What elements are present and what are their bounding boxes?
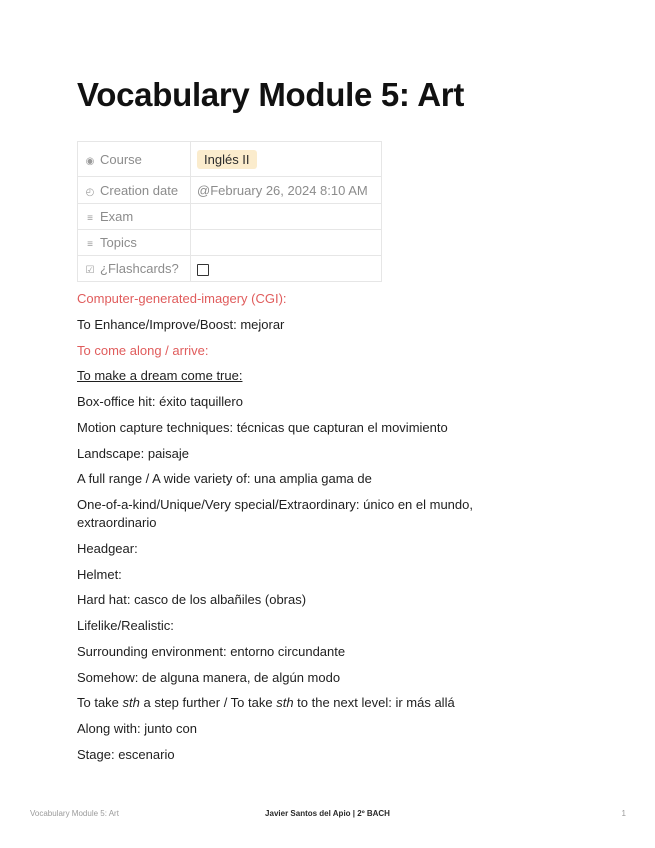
vocab-text: Hard hat: casco de los albañiles (obras) (77, 592, 307, 608)
vocab-line (77, 746, 547, 764)
property-key (78, 177, 191, 204)
property-label: Exam (100, 209, 134, 224)
clock-icon: ◴ (85, 186, 95, 198)
vocab-line (77, 419, 547, 437)
vocab-line (77, 566, 547, 584)
checkbox-icon: ☑ (85, 265, 95, 276)
vocab-text: Headgear: (77, 540, 138, 556)
property-label: Creation date (100, 182, 179, 198)
course-tag[interactable]: Inglés II (197, 150, 257, 169)
footer-page-number: 1 (621, 809, 626, 818)
property-row (78, 230, 382, 256)
vocab-line (77, 720, 547, 738)
vocabulary-list (77, 290, 547, 772)
footer-doc-title: Vocabulary Module 5: Art (30, 809, 119, 818)
page-title: Vocabulary Module 5: Art (77, 76, 465, 113)
vocab-text: a step further / To take (139, 695, 277, 711)
vocab-text: Somehow: de alguna manera, de algún modo (77, 669, 341, 685)
vocab-line (77, 367, 547, 385)
property-key (78, 230, 191, 256)
property-label: Course (100, 151, 142, 167)
vocab-text: Along with: junto con (77, 721, 197, 736)
vocab-text: To come along / arrive: (77, 342, 209, 358)
property-row (78, 142, 382, 177)
vocab-text: One-of-a-kind/Unique/Very special/Extraordinary: único en el mundo, extraordinario (77, 497, 473, 530)
vocab-text: Motion capture techniques: técnicas que capturan el movimiento (77, 419, 448, 435)
property-value[interactable] (191, 230, 382, 256)
vocab-line (77, 669, 547, 687)
target-icon: ◉ (85, 155, 95, 167)
vocab-text: Computer-generated-imagery (CGI): (77, 291, 287, 306)
flashcards-checkbox[interactable] (197, 264, 209, 276)
vocab-line (77, 342, 547, 360)
vocab-text: Surrounding environment: entorno circundante (77, 643, 346, 659)
property-row (78, 177, 382, 204)
vocab-line (77, 694, 547, 712)
property-key (78, 142, 191, 177)
property-label: Topics (100, 235, 137, 250)
footer-author: Javier Santos del Apio | 2º BACH (265, 809, 390, 818)
vocab-line (77, 290, 547, 308)
vocab-line (77, 393, 547, 411)
vocab-line (77, 617, 547, 635)
vocab-text: sth (122, 695, 140, 711)
property-value[interactable] (191, 177, 382, 204)
property-label: ¿Flashcards? (100, 261, 179, 276)
vocab-text: Box-office hit: éxito taquillero (77, 394, 243, 409)
property-row (78, 256, 382, 282)
property-value[interactable] (191, 204, 382, 230)
property-value[interactable] (191, 256, 382, 282)
vocab-text: To make a dream come true: (77, 368, 243, 384)
vocab-text: Landscape: paisaje (77, 445, 190, 461)
property-value[interactable] (191, 142, 382, 177)
list-icon: ≡ (87, 239, 93, 250)
vocab-line (77, 445, 547, 463)
property-key (78, 256, 191, 282)
vocab-text: sth (276, 695, 294, 711)
vocab-text: A full range / A wide variety of: una amplia gama de (77, 471, 372, 487)
vocab-line (77, 540, 547, 558)
vocab-line (77, 470, 547, 488)
vocab-text: Lifelike/Realistic: (77, 618, 174, 633)
vocab-line (77, 316, 547, 334)
vocab-text: Helmet: (77, 566, 122, 582)
vocab-line (77, 643, 547, 661)
vocab-text: to the next level: ir más allá (293, 695, 455, 711)
vocab-line (77, 496, 547, 532)
property-key (78, 204, 191, 230)
vocab-line (77, 591, 547, 609)
vocab-text: To take (77, 695, 123, 711)
vocab-text: To Enhance/Improve/Boost: mejorar (77, 316, 285, 332)
properties-table (77, 141, 382, 282)
property-row (78, 204, 382, 230)
property-text: @February 26, 2024 8:10 AM (197, 182, 368, 198)
list-icon: ≡ (87, 213, 93, 224)
vocab-text: Stage: escenario (77, 746, 175, 762)
